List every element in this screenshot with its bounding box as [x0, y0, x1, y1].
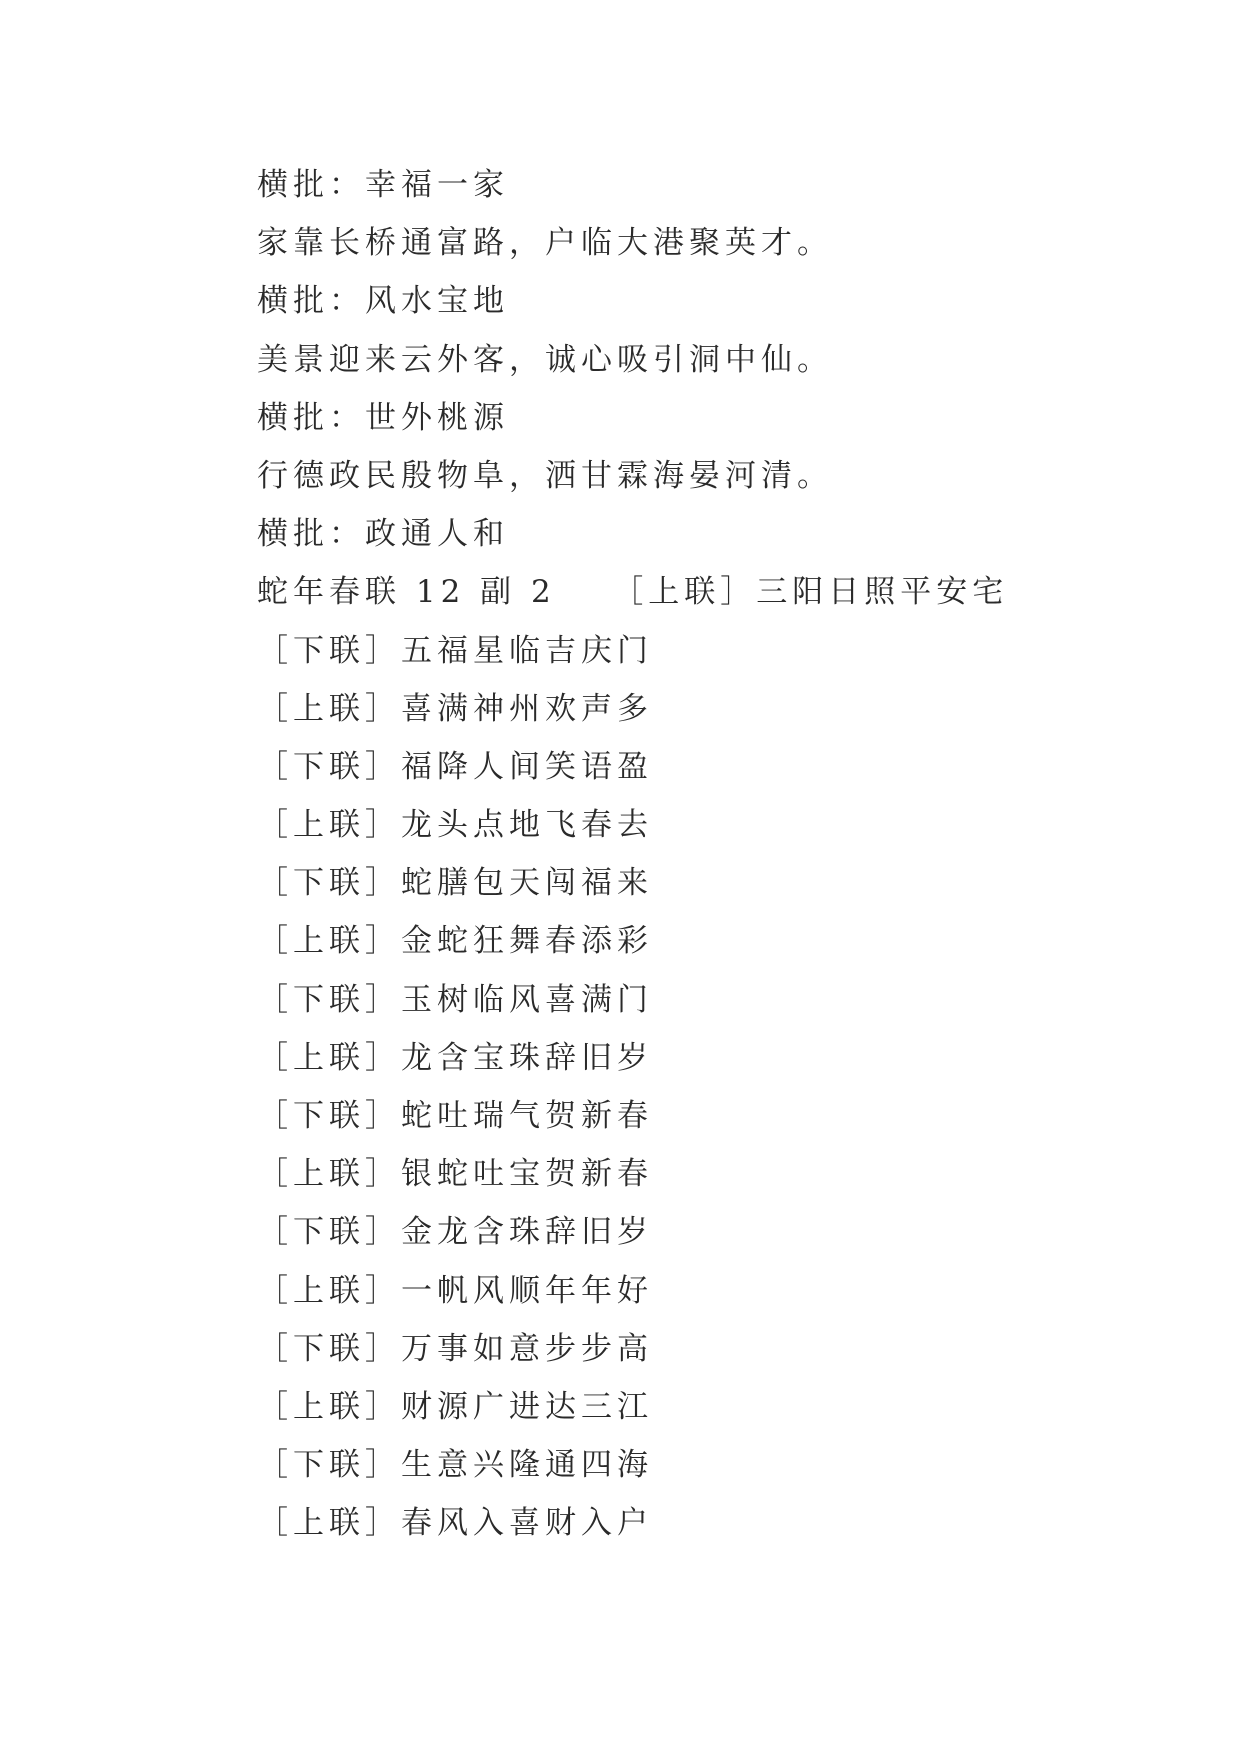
text-line-xia-lian: ［下联］玉树临风喜满门: [257, 981, 653, 1018]
text-line-shang-lian: ［上联］春风入喜财入户: [257, 1505, 653, 1542]
text-line-heng-pi: 横批：世外桃源: [257, 399, 509, 436]
text-line-couplet: 行德政民殷物阜，洒甘霖海晏河清。: [257, 457, 833, 494]
text-line-shang-lian: ［上联］龙含宝珠辞旧岁: [257, 1039, 653, 1076]
text-line-couplet: 家靠长桥通富路，户临大港聚英才。: [257, 225, 833, 262]
document-body: [257, 156, 1077, 1553]
section-heading-line: 蛇年春联 12 副 2 ［上联］三阳日照平安宅: [257, 574, 1009, 611]
text-line-shang-lian: ［上联］喜满神州欢声多: [257, 690, 653, 727]
text-line-heng-pi: 横批：政通人和: [257, 516, 509, 553]
text-line-heng-pi: 横批：风水宝地: [257, 283, 509, 320]
text-line-xia-lian: ［下联］蛇膳包天闯福来: [257, 865, 653, 902]
text-line-shang-lian: ［上联］财源广进达三江: [257, 1388, 653, 1425]
text-line-shang-lian: ［上联］金蛇狂舞春添彩: [257, 923, 653, 960]
text-line-xia-lian: ［下联］万事如意步步高: [257, 1330, 653, 1367]
text-line-shang-lian: ［上联］一帆风顺年年好: [257, 1272, 653, 1309]
text-line-couplet: 美景迎来云外客，诚心吸引洞中仙。: [257, 341, 833, 378]
text-line-xia-lian: ［下联］生意兴隆通四海: [257, 1447, 653, 1484]
text-line-xia-lian: ［下联］五福星临吉庆门: [257, 632, 653, 669]
text-line-heng-pi: 横批：幸福一家: [257, 167, 509, 203]
text-line-xia-lian: ［下联］福降人间笑语盈: [257, 748, 653, 785]
text-line-shang-lian: ［上联］龙头点地飞春去: [257, 807, 653, 844]
text-line-shang-lian: ［上联］银蛇吐宝贺新春: [257, 1156, 653, 1193]
text-line-xia-lian: ［下联］蛇吐瑞气贺新春: [257, 1098, 653, 1134]
text-line-xia-lian: ［下联］金龙含珠辞旧岁: [257, 1214, 653, 1251]
